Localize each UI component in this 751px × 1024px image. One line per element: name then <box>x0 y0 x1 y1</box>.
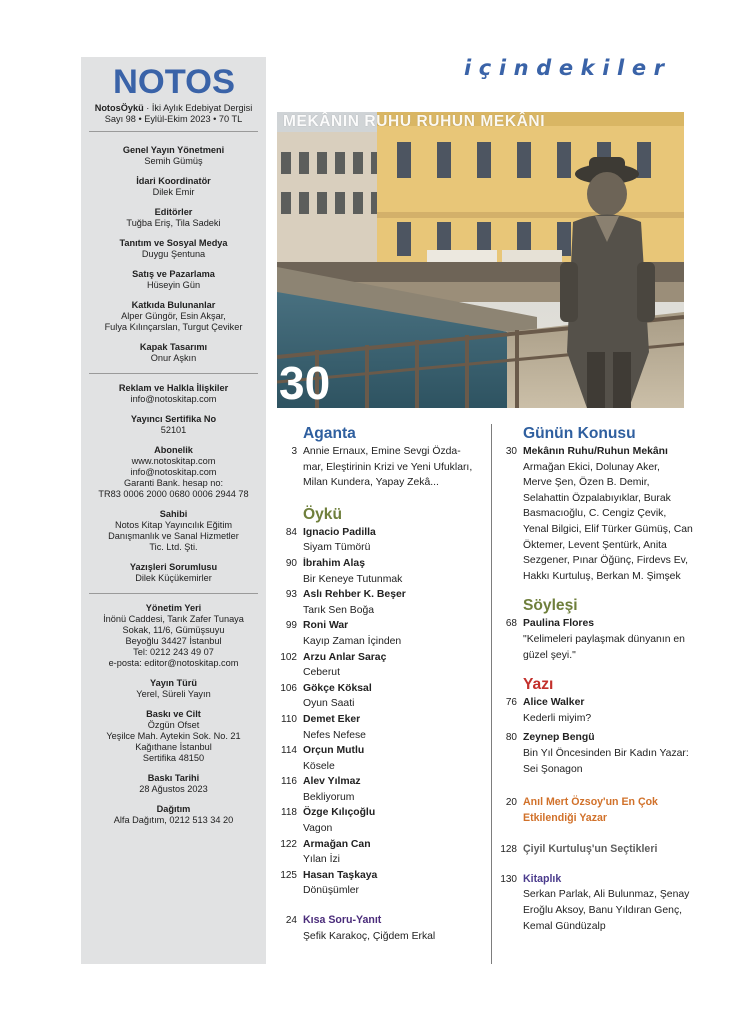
story-title: Ceberut <box>303 667 340 679</box>
section-heading-yazi: Yazı <box>523 676 554 694</box>
masthead-value: Alper Güngör, Esin Akşar, <box>121 311 226 321</box>
author-name: Hasan Taşkaya <box>303 869 378 881</box>
story-title: Bir Keneye Tutunmak <box>303 573 403 585</box>
author-name: Gökçe Köksal <box>303 682 372 694</box>
masthead-value: TR83 0006 2000 0680 0006 2944 78 <box>98 489 249 499</box>
author-name: Arzu Anlar Saraç <box>303 651 387 663</box>
toc-entry-oyku <box>279 868 489 899</box>
masthead-role: Satış ve Pazarlama <box>132 269 215 279</box>
masthead-block <box>81 562 266 584</box>
masthead-block <box>81 773 266 795</box>
contributor-line: Öktemer, Levent Şentürk, Anita <box>523 539 667 551</box>
divider <box>89 593 258 594</box>
special-features-list <box>499 795 709 858</box>
page-number: 106 <box>280 682 297 694</box>
toc-entry-oyku <box>279 650 489 681</box>
masthead-block <box>81 414 266 436</box>
statue-photo-illustration <box>277 112 684 408</box>
contributors-list <box>523 460 709 585</box>
author-name: Özge Kılıçoğlu <box>303 807 376 819</box>
page-number: 125 <box>280 869 297 881</box>
masthead-role: Tanıtım ve Sosyal Medya <box>119 238 228 248</box>
section-heading-oyku: Öykü <box>303 505 342 523</box>
author-name: Alev Yılmaz <box>303 776 361 788</box>
toc-entry-oyku <box>279 587 489 618</box>
masthead-value: info@notoskitap.com <box>130 394 217 404</box>
toc-entry-oyku <box>279 525 489 556</box>
page-number: 84 <box>285 526 297 538</box>
masthead-block <box>81 145 266 167</box>
toc-entry-oyku <box>279 681 489 712</box>
contributor-line: Armağan Ekici, Dolunay Aker, <box>523 461 660 473</box>
toc-entry-oyku <box>279 743 489 774</box>
contributor-line: Sezgener, Pınar Öğünç, Firdevs Ev, <box>523 555 688 567</box>
toc-entry-kitaplik: 130 Kitaplık Serkan Parlak, Ali Bulunmaz, Şenay Eroğlu Aksoy, Banu Yıldıran Genç, Kemal Gündüzalp <box>499 872 709 934</box>
author-name: Roni War <box>303 620 349 632</box>
divider <box>89 373 258 374</box>
author-name: Zeynep Bengü <box>523 732 595 744</box>
issue-info: Sayı 98 • Eylül-Ekim 2023 • 70 TL <box>104 114 243 124</box>
masthead-value: Sokak, 11/6, Gümüşsuyu <box>122 625 225 635</box>
page-number: 99 <box>285 620 297 632</box>
page-number: 128 <box>500 844 517 856</box>
masthead-role: Baskı Tarihi <box>147 773 200 783</box>
masthead-value: Dilek Emir <box>152 187 195 197</box>
contributor-line: Merve Şen, Özen B. Demir, <box>523 477 650 489</box>
toc-entry-oyku <box>279 556 489 587</box>
yazi-list <box>499 695 709 777</box>
special-feature-title: Etkilendiği Yazar <box>523 811 607 824</box>
masthead-role: Yönetim Yeri <box>145 603 202 613</box>
story-title: Kösele <box>303 760 335 772</box>
masthead-value: Kağıthane İstanbul <box>135 742 212 752</box>
toc-right-column <box>499 424 709 934</box>
toc-entry-special <box>499 842 709 858</box>
masthead-block <box>81 269 266 291</box>
section-heading-gunun-konusu: Günün Konusu <box>523 425 636 442</box>
story-title: Bekliyorum <box>303 791 355 803</box>
masthead-role: İdari Koordinatör <box>136 176 211 186</box>
masthead-block <box>81 509 266 553</box>
masthead-value: Garanti Bank. hesap no: <box>123 478 224 488</box>
special-feature-title: Çiyil Kurtuluş'un Seçtikleri <box>523 843 658 856</box>
masthead-value: www.notoskitap.com <box>131 456 216 466</box>
masthead-value: Özgün Ofset <box>147 720 200 730</box>
author-name: Alice Walker <box>523 697 585 709</box>
section-heading-kitaplik: Kitaplık <box>523 872 562 885</box>
page-number: 24 <box>285 915 297 927</box>
magazine-description: NotosÖykü · İki Aylık Edebiyat Dergisi <box>94 103 253 113</box>
notos-logo <box>112 63 236 99</box>
masthead-block <box>81 238 266 260</box>
story-title: Siyam Tümörü <box>303 542 371 554</box>
masthead-role: Baskı ve Cilt <box>146 709 201 719</box>
contributor-line: Hakkı Kurtuluş, Berkan M. Şimşek <box>523 570 681 582</box>
story-title: Vagon <box>303 823 333 835</box>
page-number: 114 <box>281 745 297 757</box>
masthead-block <box>81 207 266 229</box>
article-title: Kederli miyim? <box>523 712 592 724</box>
toc-entry-soylesi: 68 Paulina Flores "Kelimeleri paylaşmak dünyanın en güzel şeyi." <box>499 616 709 663</box>
masthead-value: Fulya Kılınçarslan, Turgut Çeviker <box>104 322 243 332</box>
masthead-block <box>81 709 266 764</box>
masthead-value: Duygu Şentuna <box>141 249 206 259</box>
oyku-list <box>279 525 489 899</box>
masthead-role: Yazışleri Sorumlusu <box>129 562 218 572</box>
masthead-block <box>81 603 266 669</box>
page-number: 80 <box>505 732 517 744</box>
masthead-block <box>81 445 266 500</box>
contributor-line: Selahattin Özpalabıyıklar, Burak <box>523 492 671 504</box>
page-number: 118 <box>281 807 297 819</box>
masthead-block <box>81 383 266 405</box>
page-number: 116 <box>281 776 297 788</box>
page-number: 3 <box>291 446 297 457</box>
toc-entry-special <box>499 795 709 826</box>
page-number: 90 <box>285 557 297 569</box>
masthead-role: Genel Yayın Yönetmeni <box>122 145 225 155</box>
toc-entry-oyku <box>279 805 489 836</box>
toc-entry-aganta: 3 Annie Ernaux, Emine Sevgi Özda- mar, Eleştirinin Krizi ve Yeni Ufukları, Milan Kundera, Yapay Zekâ... <box>279 444 489 491</box>
story-title: Kayıp Zaman İçinden <box>303 635 402 647</box>
masthead-value: info@notoskitap.com <box>130 467 217 477</box>
masthead-value: Yeşilce Mah. Aytekin Sok. No. 21 <box>106 731 241 741</box>
masthead-value: İnönü Caddesi, Tarık Zafer Tunaya <box>103 614 244 624</box>
masthead-value: Dilek Küçükemirler <box>135 573 212 583</box>
page-number: 68 <box>505 618 517 630</box>
masthead-value: 52101 <box>160 425 187 435</box>
cover-photo <box>277 112 684 408</box>
author-name: Demet Eker <box>303 713 361 725</box>
masthead-block <box>81 176 266 198</box>
story-title: Dönüşümler <box>303 885 360 897</box>
page-number: 20 <box>505 797 517 809</box>
author-name: Ignacio Padilla <box>303 526 376 538</box>
masthead-block <box>81 300 266 333</box>
staff-list <box>81 145 266 364</box>
masthead-role: Reklam ve Halkla İlişkiler <box>118 383 229 393</box>
toc-entry-oyku <box>279 618 489 649</box>
toc-entry-yazi <box>499 695 709 726</box>
story-title: Yılan İzi <box>303 854 340 866</box>
management-info <box>81 603 266 826</box>
masthead-value: Alfa Dağıtım, 0212 513 34 20 <box>113 815 234 825</box>
masthead-value: Sertifika 48150 <box>142 753 205 763</box>
photo-caption: MEKÂNIN RUHU RUHUN MEKÂNI <box>283 113 546 130</box>
masthead-value: Tic. Ltd. Şti. <box>149 542 198 552</box>
page-number: 102 <box>280 651 297 663</box>
masthead-value: e-posta: editor@notoskitap.com <box>108 658 239 668</box>
masthead-value: Beyoğlu 34427 İstanbul <box>125 636 222 646</box>
masthead-block <box>81 342 266 364</box>
page-number: 130 <box>500 873 517 885</box>
publisher-info <box>81 383 266 584</box>
contributor-line: Basmacıoğlu, C. Cengiz Çevik, <box>523 508 667 520</box>
table-of-contents-title: içindekiler <box>464 56 672 80</box>
toc-entry-yazi <box>499 730 709 777</box>
masthead-role: Abonelik <box>154 445 193 455</box>
masthead-value: Notos Kitap Yayıncılık Eğitim <box>114 520 233 530</box>
masthead-value: Onur Aşkın <box>150 353 197 363</box>
story-title: Tarık Sen Boğa <box>303 604 375 616</box>
toc-entry-oyku <box>279 774 489 805</box>
masthead-role: Editörler <box>154 207 193 217</box>
toc-entry-gunun-konusu: 30 Mekânın Ruhu/Ruhun Mekânı Armağan Ekici, Dolunay Aker, Merve Şen, Özen B. Demir, Selahattin Özpalabıyıklar, Burak Basmacıoğlu, C. Cengiz Çevik, Yenal Bilgici, Elif Türker Gümüş, Can Öktemer, Levent Şentürk, Anita Sezgener, Pınar Öğünç, Firdevs Ev, Hakkı Kurtuluş, Berkan M. Şimşek <box>499 444 709 584</box>
masthead-value: Tuğba Eriş, Tila Sadeki <box>126 218 221 228</box>
author-name: İbrahim Alaş <box>303 557 365 569</box>
section-heading-aganta: Aganta <box>303 425 356 442</box>
masthead-value: Hüseyin Gün <box>146 280 201 290</box>
masthead-role: Yayın Türü <box>150 678 197 688</box>
section-heading-soylesi: Söyleşi <box>523 597 578 615</box>
author-name: Aslı Rehber K. Beşer <box>303 589 406 601</box>
svg-text:NOTOS: NOTOS <box>112 63 235 99</box>
article-title: Sei Şonagon <box>523 763 583 775</box>
masthead-role: Katkıda Bulunanlar <box>131 300 216 310</box>
feature-page-number: 30 <box>279 357 331 408</box>
section-heading-kisa-soru: Kısa Soru-Yanıt <box>303 914 382 927</box>
masthead-block <box>81 804 266 826</box>
author-name: Armağan Can <box>303 838 371 850</box>
page-number: 122 <box>280 838 297 850</box>
contributor-line: Yenal Bilgici, Elif Türker Gümüş, Can <box>523 523 693 535</box>
toc-entry-oyku <box>279 837 489 868</box>
author-name: Orçun Mutlu <box>303 745 365 757</box>
masthead-value: Semih Gümüş <box>144 156 203 166</box>
masthead-value: Danışmanlık ve Sanal Hizmetler <box>108 531 239 541</box>
story-title: Nefes Nefese <box>303 729 366 741</box>
page-number: 93 <box>285 589 297 601</box>
page-number: 76 <box>505 697 517 709</box>
masthead-role: Sahibi <box>159 509 188 519</box>
page-number: 30 <box>505 446 517 457</box>
page-number: 110 <box>281 713 297 725</box>
story-title: Oyun Saati <box>303 698 355 710</box>
masthead-role: Kapak Tasarımı <box>139 342 208 352</box>
toc-left-column <box>279 424 489 944</box>
article-title: Bin Yıl Öncesinden Bir Kadın Yazar: <box>523 747 689 759</box>
masthead-sidebar <box>81 57 266 964</box>
masthead-value: Yerel, Süreli Yayın <box>136 689 211 699</box>
masthead-block <box>81 678 266 700</box>
column-divider <box>491 424 492 964</box>
masthead-role: Yayıncı Sertifika No <box>130 414 217 424</box>
toc-entry-oyku <box>279 712 489 743</box>
masthead-value: Tel: 0212 243 49 07 <box>133 647 214 657</box>
special-feature-title: Anıl Mert Özsoy'un En Çok <box>523 796 658 809</box>
masthead-value: 28 Ağustos 2023 <box>139 784 208 794</box>
divider <box>89 131 258 132</box>
toc-entry-kisa-soru: 24 Kısa Soru-Yanıt Şefik Karakoç, Çiğdem Erkal <box>279 913 489 944</box>
masthead-role: Dağıtım <box>156 804 191 814</box>
